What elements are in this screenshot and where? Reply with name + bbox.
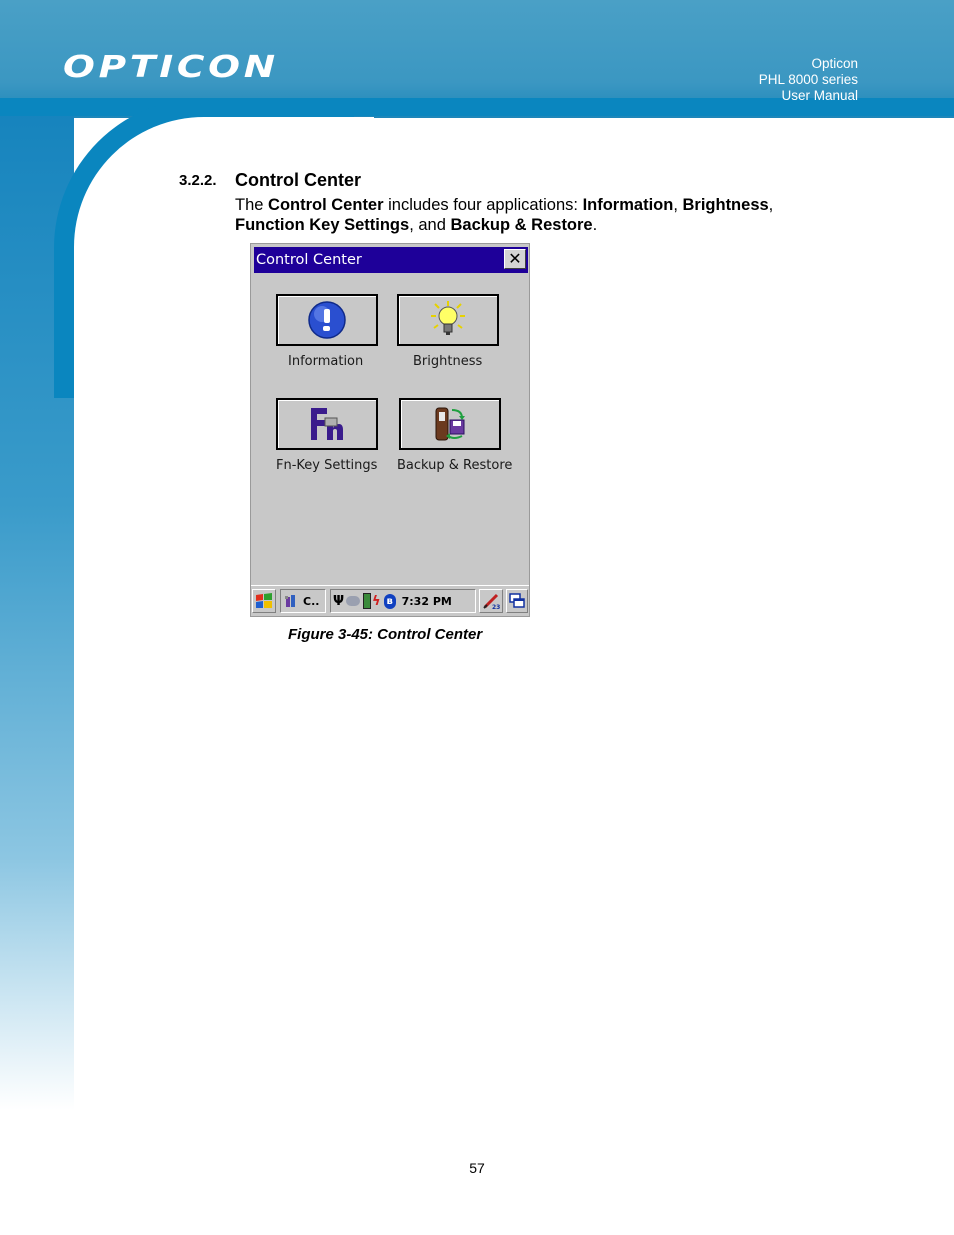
header-doc: User Manual bbox=[781, 88, 858, 103]
section-number: 3.2.2. bbox=[179, 172, 217, 189]
fn-key-icon bbox=[305, 404, 349, 444]
lightbulb-icon bbox=[426, 300, 470, 340]
para-text: includes four applications: bbox=[383, 196, 583, 214]
control-center-small-icon bbox=[284, 594, 300, 608]
section-title: Control Center bbox=[235, 170, 361, 190]
window-title: Control Center bbox=[256, 252, 362, 268]
para-text: , bbox=[673, 196, 683, 214]
para-bold: Brightness bbox=[682, 196, 769, 214]
input-panel-button[interactable] bbox=[479, 589, 503, 613]
header-company: Opticon bbox=[811, 56, 858, 71]
pen-icon bbox=[482, 592, 500, 610]
para-text: . bbox=[592, 215, 598, 234]
para-bold: Control Center bbox=[268, 196, 384, 214]
network-icon[interactable] bbox=[346, 596, 360, 606]
close-button[interactable]: ✕ bbox=[504, 249, 526, 269]
desktop-button[interactable] bbox=[506, 589, 528, 613]
section-paragraph bbox=[235, 196, 835, 235]
para-bold: Function Key Settings bbox=[235, 215, 410, 234]
para-text: The bbox=[235, 196, 269, 214]
taskbar-task-control-center[interactable] bbox=[280, 589, 326, 613]
backup-restore-button[interactable] bbox=[399, 398, 501, 450]
system-tray bbox=[330, 589, 476, 613]
header-series: PHL 8000 series bbox=[758, 72, 858, 87]
taskbar bbox=[251, 585, 529, 616]
info-icon bbox=[305, 300, 349, 340]
svg-text:23: 23 bbox=[492, 604, 500, 610]
fn-key-settings-button[interactable] bbox=[276, 398, 378, 450]
backup-restore-icon bbox=[428, 404, 472, 444]
para-text: , and bbox=[409, 215, 451, 234]
para-text: , bbox=[768, 196, 774, 214]
clock[interactable]: 7:32 PM bbox=[401, 594, 452, 608]
control-center-screenshot bbox=[250, 243, 530, 617]
information-button[interactable] bbox=[276, 294, 378, 346]
page-number: 57 bbox=[469, 1160, 485, 1176]
backup-restore-label: Backup & Restore bbox=[397, 458, 513, 473]
fn-key-settings-label: Fn-Key Settings bbox=[276, 458, 378, 473]
brightness-label: Brightness bbox=[413, 354, 483, 369]
task-label: C.. bbox=[303, 594, 320, 608]
para-bold: Information bbox=[582, 196, 674, 214]
header-info bbox=[759, 56, 858, 104]
opticon-logo: OPTICON bbox=[63, 50, 279, 85]
windows-logo-icon bbox=[255, 592, 273, 610]
information-label: Information bbox=[288, 354, 364, 369]
battery-icon[interactable] bbox=[363, 593, 371, 609]
bluetooth-icon[interactable]: ʙ bbox=[384, 594, 396, 609]
brightness-button[interactable] bbox=[397, 294, 499, 346]
para-bold: Backup & Restore bbox=[450, 215, 593, 234]
figure-caption: Figure 3-45: Control Center bbox=[288, 626, 483, 643]
power-icon[interactable]: ϟ bbox=[372, 593, 381, 609]
antenna-icon[interactable]: Ψ bbox=[333, 593, 345, 609]
windows-stack-icon bbox=[509, 593, 525, 609]
start-button[interactable] bbox=[252, 589, 276, 613]
window-titlebar bbox=[254, 247, 528, 273]
